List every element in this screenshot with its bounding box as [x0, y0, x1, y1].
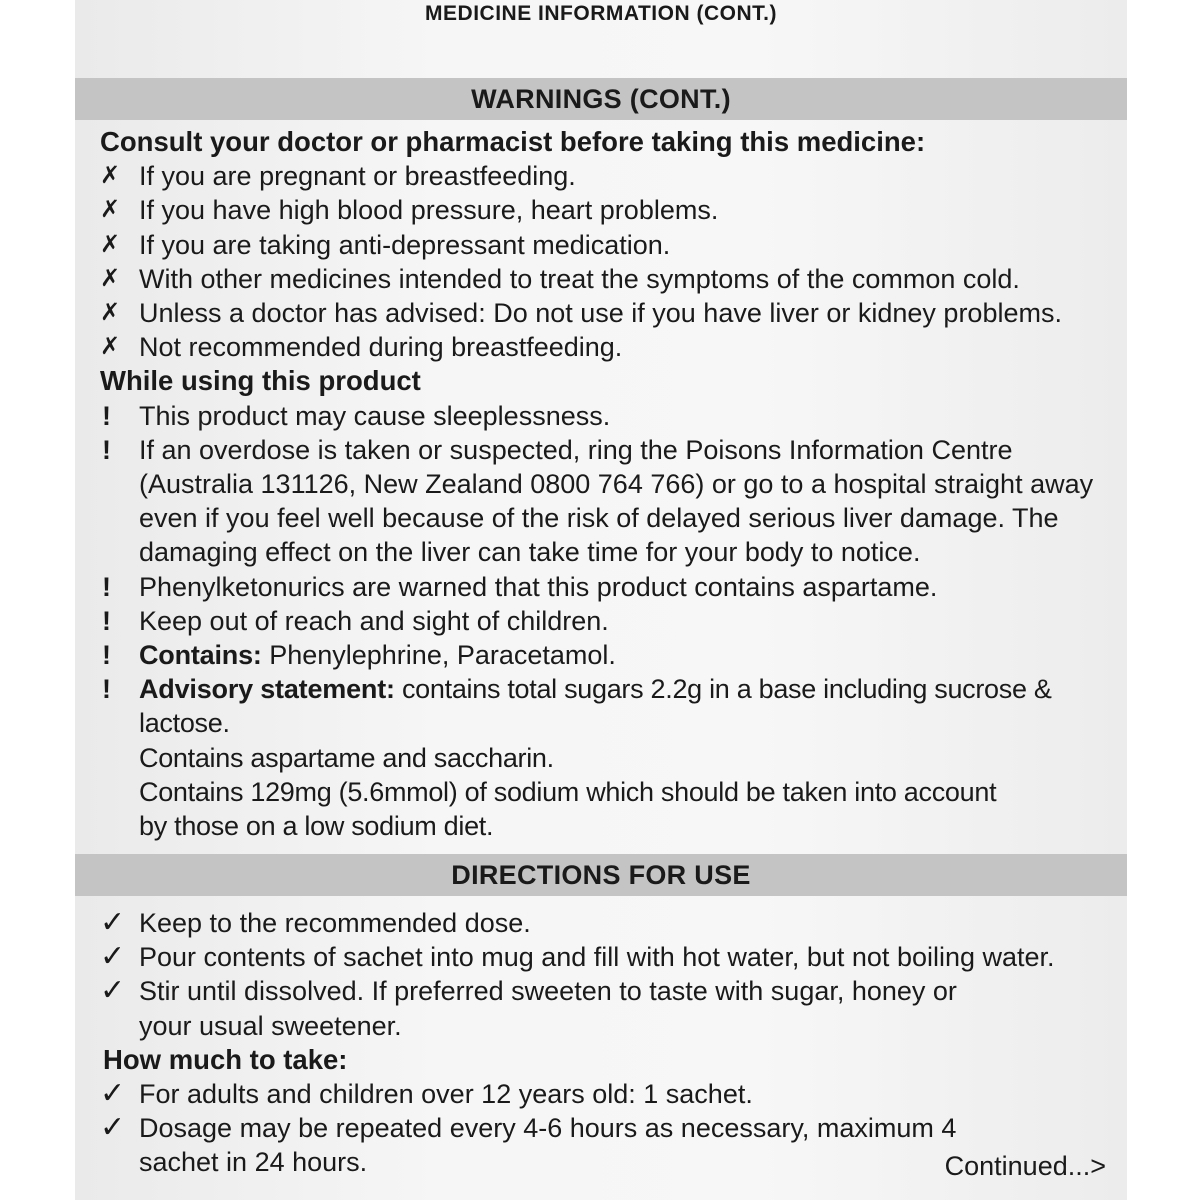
- list-item: [100, 604, 1109, 638]
- warnings-section: [100, 125, 1109, 843]
- advisory-text: contains total sugars 2.2g in a base including sucrose & lactose.: [139, 674, 1052, 739]
- cross-icon: ✗: [100, 162, 121, 190]
- item-text: If an overdose is taken or suspected, ring the Poisons Information Centre (Australia 131126, New Zealand 0800 764 766) or go to a hospital straight away even if you feel well because of the risk of delayed serious liver damage. The damaging effect on the liver can take time for your body to notice.: [139, 434, 1094, 568]
- cross-icon: ✗: [100, 196, 121, 224]
- item-text: Phenylketonurics are warned that this product contains aspartame.: [139, 571, 938, 602]
- advisory-label: Advisory statement:: [139, 674, 395, 705]
- directions-heading: DIRECTIONS FOR USE: [75, 854, 1127, 896]
- item-text: Pour contents of sachet into mug and fill with hot water, but not boiling water.: [139, 942, 1055, 973]
- how-much-heading: How much to take:: [103, 1043, 348, 1075]
- list-item: [100, 262, 1109, 296]
- exclamation-icon: !: [102, 571, 111, 602]
- item-text: Keep to the recommended dose.: [139, 908, 531, 938]
- list-item: [100, 399, 1109, 433]
- check-icon: ✓: [100, 1077, 126, 1111]
- list-item: [100, 570, 1109, 604]
- check-icon: ✓: [100, 940, 126, 974]
- check-icon: ✓: [100, 1111, 126, 1145]
- item-text: Keep out of reach and sight of children.: [139, 605, 609, 636]
- item-text: Unless a doctor has advised: Do not use if you have liver or kidney problems.: [139, 298, 1062, 329]
- item-text: Dosage may be repeated every 4-6 hours as necessary, maximum 4 sachet in 24 hours.: [139, 1113, 957, 1178]
- exclamation-icon: !: [102, 605, 111, 636]
- list-item: [100, 974, 1109, 1042]
- advisory-line: Contains 129mg (5.6mmol) of sodium which should be taken into account by those on a low sodium diet.: [139, 776, 997, 842]
- list-item: [100, 906, 1109, 940]
- list-item: [100, 1077, 1109, 1111]
- list-item: [100, 193, 1109, 227]
- exclamation-icon: !: [102, 674, 111, 705]
- cross-icon: ✗: [100, 333, 121, 361]
- cross-icon: ✗: [100, 230, 121, 258]
- contains-text: Phenylephrine, Paracetamol.: [261, 640, 616, 671]
- exclamation-icon: !: [102, 434, 111, 465]
- while-using-heading: While using this product: [100, 365, 421, 397]
- list-item: [100, 940, 1109, 974]
- consult-heading: Consult your doctor or pharmacist before taking this medicine:: [100, 126, 926, 157]
- list-item: [100, 672, 1109, 843]
- warnings-heading: WARNINGS (CONT.): [75, 78, 1127, 120]
- list-item: [100, 433, 1109, 570]
- page-title: MEDICINE INFORMATION (CONT.): [425, 2, 777, 25]
- directions-section: [100, 906, 1109, 1180]
- medicine-info-panel: [75, 0, 1127, 1200]
- item-text: If you have high blood pressure, heart problems.: [139, 195, 719, 226]
- item-text: Stir until dissolved. If preferred sweeten to taste with sugar, honey or your usual sweetener.: [139, 976, 957, 1041]
- list-item: [100, 638, 1109, 672]
- item-text: Not recommended during breastfeeding.: [139, 332, 623, 363]
- item-text: If you are pregnant or breastfeeding.: [139, 161, 576, 192]
- list-item: [100, 159, 1109, 193]
- cross-icon: ✗: [100, 264, 121, 292]
- item-text: If you are taking anti-depressant medication.: [139, 229, 671, 260]
- list-item: [100, 228, 1109, 262]
- item-text: This product may cause sleeplessness.: [139, 400, 611, 431]
- advisory-line: Contains aspartame and saccharin.: [139, 742, 554, 773]
- list-item: [100, 330, 1109, 364]
- item-text: With other medicines intended to treat the symptoms of the common cold.: [139, 263, 1020, 294]
- check-icon: ✓: [100, 974, 126, 1008]
- exclamation-icon: !: [102, 640, 111, 671]
- check-icon: ✓: [100, 906, 126, 939]
- continued-label: Continued...>: [944, 1151, 1106, 1181]
- contains-label: Contains:: [139, 640, 262, 671]
- item-text: For adults and children over 12 years old: 1 sachet.: [139, 1079, 753, 1110]
- list-item: [100, 296, 1109, 330]
- exclamation-icon: !: [102, 400, 111, 431]
- cross-icon: ✗: [100, 299, 121, 327]
